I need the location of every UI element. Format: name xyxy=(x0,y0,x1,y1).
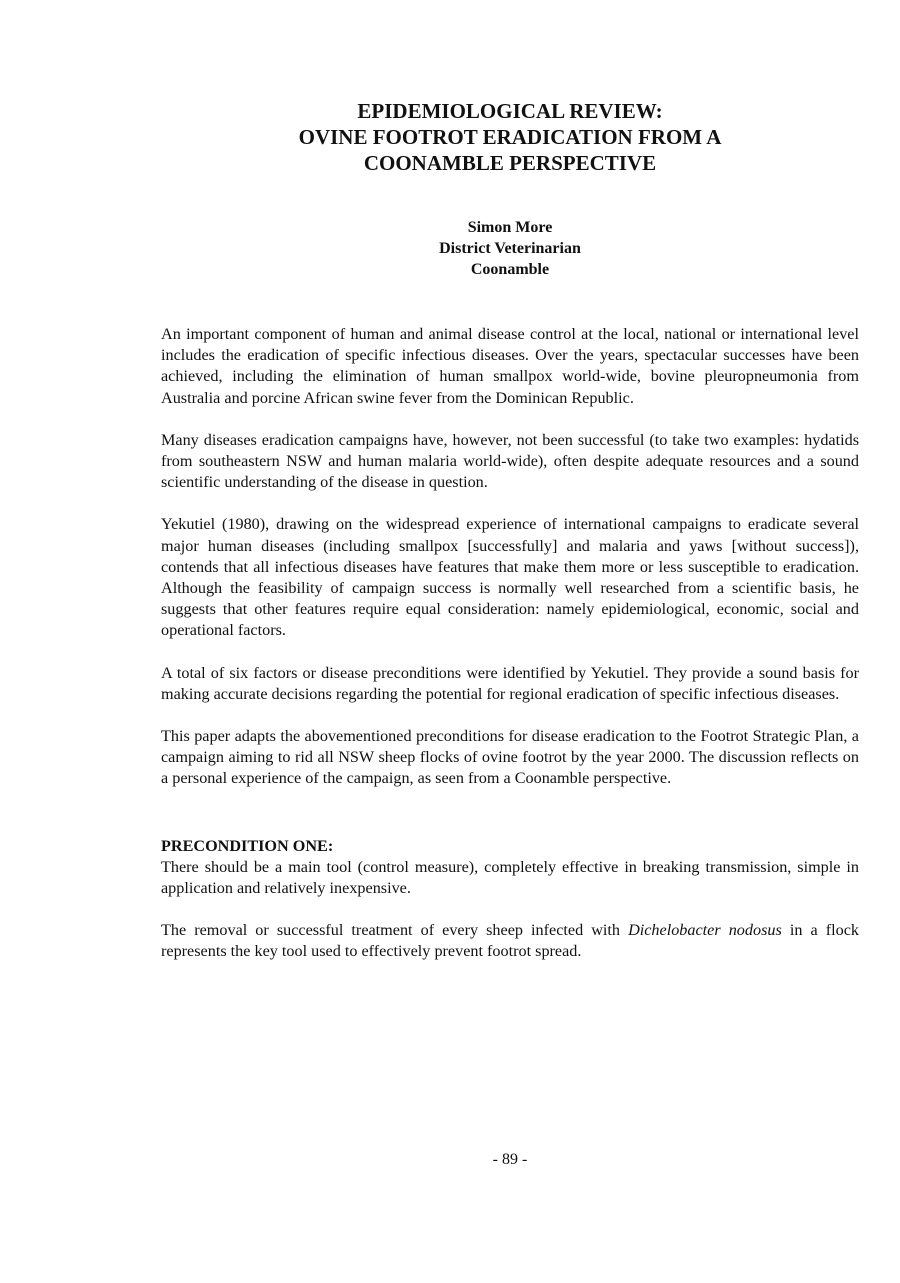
precondition-text-before: The removal or successful treatment of every sheep infected with xyxy=(161,921,629,940)
paragraph-5: This paper adapts the abovementioned preconditions for disease eradication to the Footrot Strategic Plan, a campaign aiming to rid all NSW sheep flocks of ovine footrot by the year 2000. The discussion reflects on a personal experience of the campaign, as seen from a Coonamble perspective. xyxy=(161,727,859,788)
precondition-paragraph xyxy=(161,920,859,962)
title-line-1: EPIDEMIOLOGICAL REVIEW: xyxy=(357,99,663,123)
organism-name: Dichelobacter nodosus xyxy=(628,921,782,940)
title-line-2: OVINE FOOTROT ERADICATION FROM A xyxy=(298,125,722,149)
title-line-3: COONAMBLE PERSPECTIVE xyxy=(363,151,657,175)
author-position: District Veterinarian xyxy=(439,240,581,257)
precondition-text-after: in a flock represents the key tool used to effectively prevent footrot spread. xyxy=(161,921,859,961)
author-name: Simon More xyxy=(467,219,553,236)
paragraph-3: Yekutiel (1980), drawing on the widespread experience of international campaigns to eradicate several major human diseases (including smallpox [successfully] and malaria and yaws [without success]), contends that all infectious diseases have features that make them more or less susceptible to eradication. Although the feasibility of campaign success is normally well researched from a scientific basis, he suggests that other features require equal consideration: namely epidemiological, economic, social and operational factors. xyxy=(161,515,859,640)
precondition-statement: There should be a main tool (control measure), completely effective in breaking transmission, simple in application and relatively inexpensive. xyxy=(161,857,859,898)
document-title xyxy=(160,98,860,176)
page-number: - 89 - xyxy=(492,1151,528,1168)
author-block xyxy=(160,217,860,280)
author-location: Coonamble xyxy=(470,261,550,278)
section-heading: PRECONDITION ONE: xyxy=(161,836,334,855)
paragraph-1: An important component of human and animal disease control at the local, national or international level includes the eradication of specific infectious diseases. Over the years, spectacular successes have been achieved, including the elimination of human smallpox world-wide, bovine pleuropneumonia from Australia and porcine African swine fever from the Dominican Republic. xyxy=(161,325,859,407)
document-body xyxy=(161,324,859,984)
paragraph-2: Many diseases eradication campaigns have, however, not been successful (to take two examples: hydatids from southeastern NSW and human malaria world-wide), often despite adequate resources and a sound scientific understanding of the disease in question. xyxy=(161,430,859,492)
paragraph-4: A total of six factors or disease preconditions were identified by Yekutiel. They provide a sound basis for making accurate decisions regarding the potential for regional eradication of specific infectious diseases. xyxy=(161,663,859,703)
